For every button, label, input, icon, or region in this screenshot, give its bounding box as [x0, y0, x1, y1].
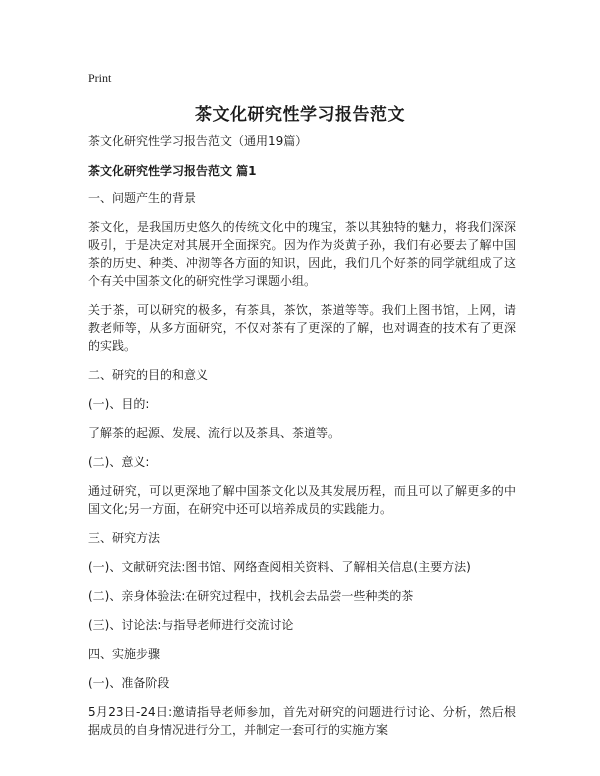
method-literature: (一)、文献研究法:图书馆、网络查阅相关资料、了解相关信息(主要方法) — [88, 560, 471, 574]
paragraph-background-1: 茶文化，是我国历史悠久的传统文化中的瑰宝，茶以其独特的魅力，将我们深深吸引，于是决定对其展开全面探究。因为作为炎黄子孙，我们有必要去了解中国茶的历史、种类、冲沏等各方面的知识，因此，我们几个好茶的同学就组成了这个有关中国茶文化的研究性学习课题小组。 — [88, 220, 516, 288]
paragraph-significance: 通过研究，可以更深地了解中国茶文化以及其发展历程，而且可以了解更多的中国文化;另一方面，在研究中还可以培养成员的实践能力。 — [88, 484, 516, 516]
subheading-purpose: (一)、目的: — [88, 397, 150, 411]
method-discussion: (三)、讨论法:与指导老师进行交流讨论 — [88, 618, 294, 632]
paragraph-preparation: 5月23日-24日:邀请指导老师参加，首先对研究的问题进行讨论、分析，然后根据成员的自身情况进行分工，并制定一套可行的实施方案 — [88, 705, 516, 737]
heading-steps: 四、实施步骤 — [88, 647, 161, 661]
heading-methods: 三、研究方法 — [88, 531, 161, 545]
document-body — [88, 132, 516, 750]
method-experience: (二)、亲身体验法:在研究过程中，找机会去品尝一些种类的茶 — [88, 589, 414, 603]
page-title: 茶文化研究性学习报告范文 — [195, 105, 405, 125]
subheading-preparation: (一)、准备阶段 — [88, 676, 170, 690]
section-title: 茶文化研究性学习报告范文 篇1 — [88, 164, 257, 178]
heading-purpose-significance: 二、研究的目的和意义 — [88, 368, 209, 382]
print-link[interactable]: Print — [88, 71, 112, 85]
paragraph-background-2: 关于茶，可以研究的极多，有茶具，茶饮，茶道等等。我们上图书馆，上网，请教老师等，从多方面研究，不仅对茶有了更深的了解，也对调查的技术有了更深的实践。 — [88, 303, 516, 353]
subheading-significance: (二)、意义: — [88, 455, 150, 469]
document-subtitle: 茶文化研究性学习报告范文（通用19篇） — [88, 134, 308, 148]
heading-background: 一、问题产生的背景 — [88, 191, 197, 205]
paragraph-purpose: 了解茶的起源、发展、流行以及茶具、茶道等。 — [88, 426, 341, 440]
